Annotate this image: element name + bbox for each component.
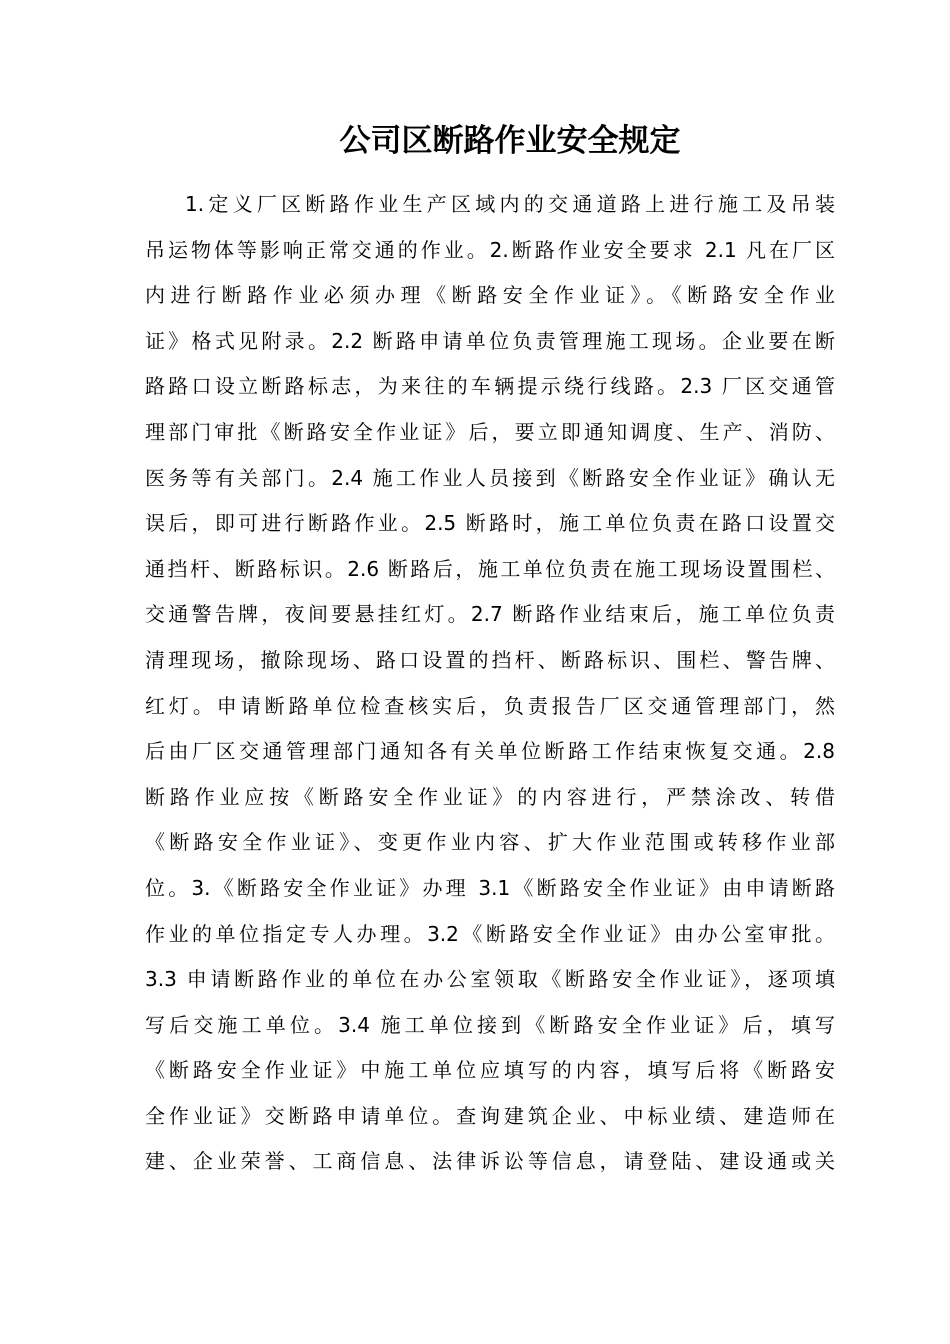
- body-line: 红灯。申请断路单位检查核实后，负责报告厂区交通管理部门，然: [145, 693, 835, 718]
- body-line: 清理现场，撤除现场、路口设置的挡杆、断路标识、围栏、警告牌、: [145, 647, 835, 672]
- document-title: 公司区断路作业安全规定: [339, 123, 681, 159]
- body-line: 路路口设立断路标志，为来往的车辆提示绕行线路。2.3 厂区交通管: [145, 374, 835, 399]
- body-line: 证》格式见附录。2.2 断路申请单位负责管理施工现场。企业要在断: [145, 328, 835, 353]
- body-line: 医务等有关部门。2.4 施工作业人员接到《断路安全作业证》确认无: [145, 465, 835, 490]
- body-line: 后由厂区交通管理部门通知各有关单位断路工作结束恢复交通。2.8: [145, 739, 835, 764]
- body-line: 通挡杆、断路标识。2.6 断路后，施工单位负责在施工现场设置围栏、: [145, 556, 835, 581]
- body-line: 写后交施工单位。3.4 施工单位接到《断路安全作业证》后，填写: [145, 1012, 835, 1037]
- body-line: 交通警告牌，夜间要悬挂红灯。2.7 断路作业结束后，施工单位负责: [145, 602, 835, 627]
- body-line: 误后，即可进行断路作业。2.5 断路时，施工单位负责在路口设置交: [145, 511, 835, 536]
- body-line: 3.3 申请断路作业的单位在办公室领取《断路安全作业证》，逐项填: [145, 967, 835, 992]
- body-line: 建、企业荣誉、工商信息、法律诉讼等信息，请登陆、建设通或关: [145, 1149, 835, 1174]
- body-line: 《断路安全作业证》、变更作业内容、扩大作业范围或转移作业部: [145, 830, 835, 855]
- body-line: 作业的单位指定专人办理。3.2《断路安全作业证》由办公室审批。: [145, 921, 835, 946]
- body-line: 《断路安全作业证》中施工单位应填写的内容，填写后将《断路安: [145, 1058, 835, 1083]
- body-line: 理部门审批《断路安全作业证》后，要立即通知调度、生产、消防、: [145, 419, 835, 444]
- body-line: 1.定义厂区断路作业生产区域内的交通道路上进行施工及吊装: [185, 192, 835, 216]
- body-line: 全作业证》交断路申请单位。查询建筑企业、中标业绩、建造师在: [145, 1103, 835, 1128]
- document-body: [145, 182, 835, 1185]
- body-line: 内进行断路作业必须办理《断路安全作业证》。《断路安全作业: [145, 283, 835, 308]
- body-line: 位。3.《断路安全作业证》办理 3.1《断路安全作业证》由申请断路: [145, 875, 835, 900]
- body-line: 断路作业应按《断路安全作业证》的内容进行，严禁涂改、转借: [145, 784, 835, 809]
- body-line: 吊运物体等影响正常交通的作业。2.断路作业安全要求 2.1 凡在厂区: [145, 237, 835, 262]
